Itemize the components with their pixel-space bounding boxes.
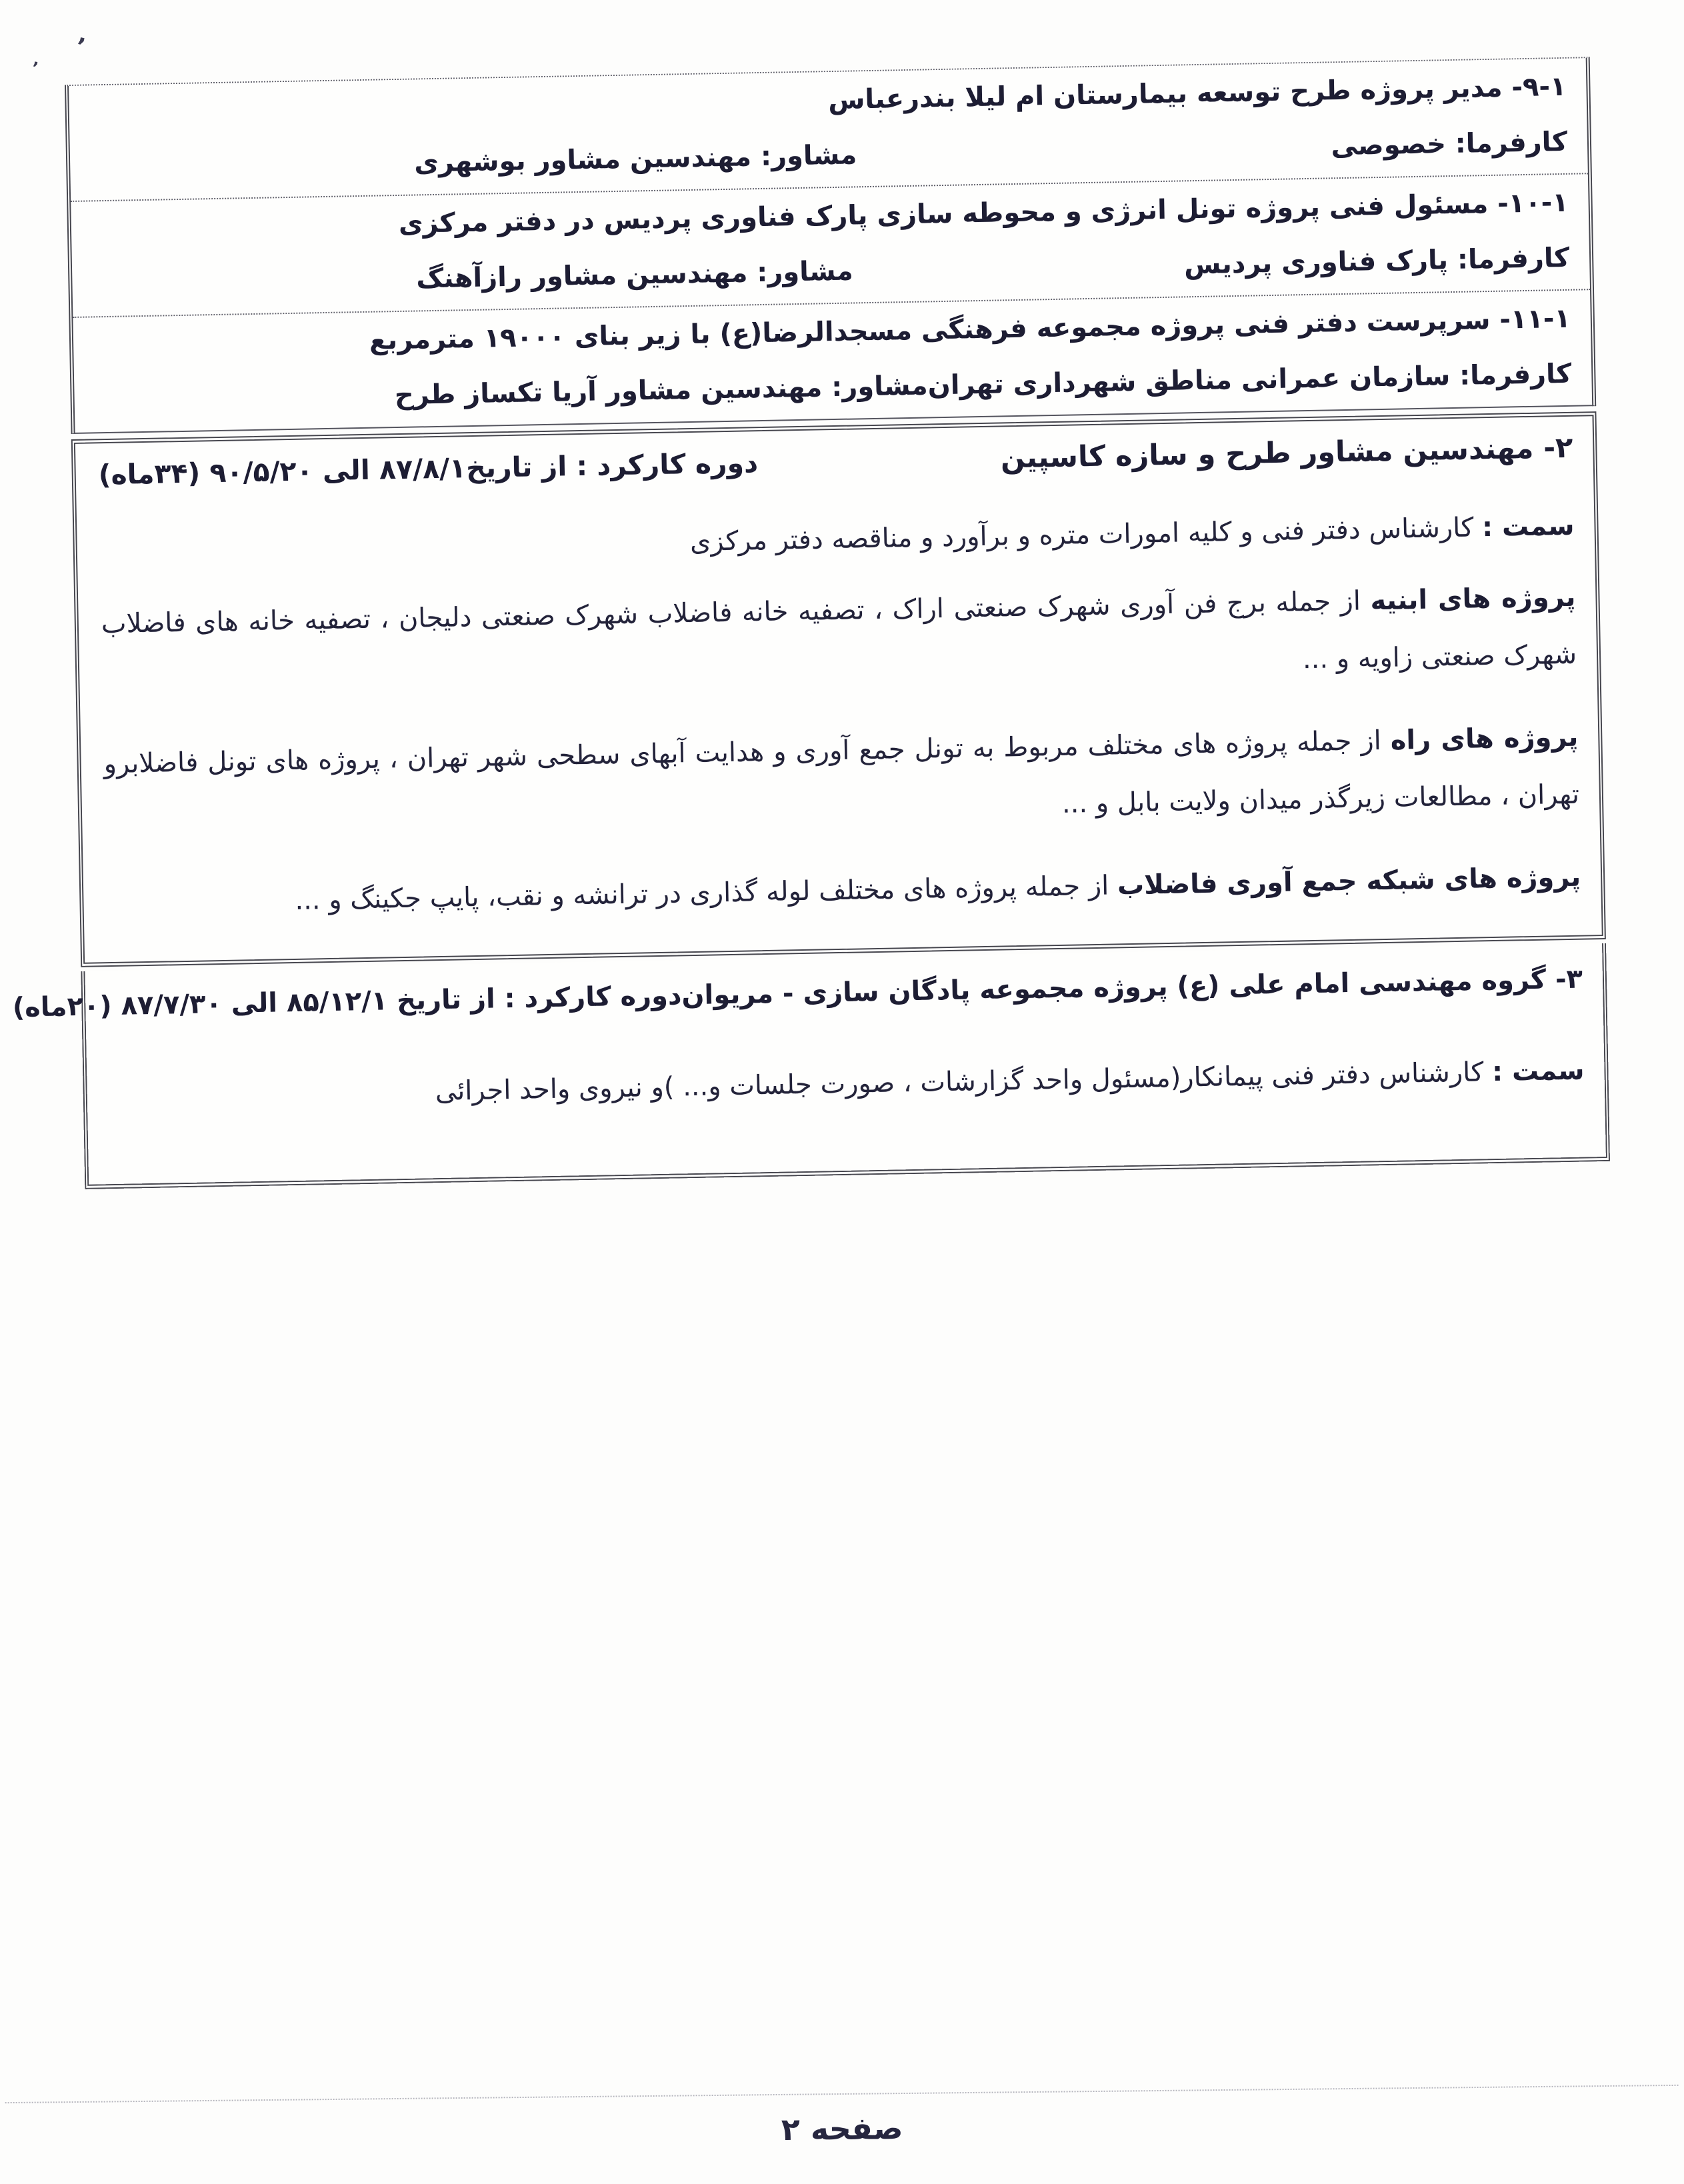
position-text: کارشناس دفتر فنی پیمانکار(مسئول واحد گزارشات ، صورت جلسات و... )و نیروی واحد اجرائی	[435, 1057, 1493, 1107]
consultant-label: مشاور: مهندسین مشاور رازآهنگ	[416, 255, 854, 295]
scan-artifact-mark: ٬	[73, 33, 88, 61]
entry-title: ۱۱-۱- سرپرست دفتر فنی پروژه مجموعه فرهنگی مسجدالرضا(ع) با زیر بنای ۱۹۰۰۰ مترمربع	[369, 303, 1571, 356]
paragraph-lead: پروژه های شبکه جمع آوری فاضلاب	[1117, 861, 1581, 901]
entry-meta	[96, 243, 1569, 300]
work-period: دوره کارکرد : از تاریخ۸۷/۸/۱ الی ۹۰/۵/۲۰ (۳۴ماه)	[98, 447, 759, 491]
paragraph-lead: پروژه های راه	[1390, 721, 1579, 756]
footer-divider	[5, 2085, 1679, 2103]
position-line	[109, 1053, 1585, 1115]
paragraph-text: از جمله پروژه های مختلف مربوط به تونل جمع آوری و هدایت آبهای سطحی شهر تهران ، پروژه های تونل فاضلابرو تهران ، مطالعات زیرگذر میدان ولایت بابل و ...	[103, 725, 1580, 819]
scan-artifact-mark: ٬	[30, 58, 40, 78]
projects-paragraph-sewage-network	[106, 849, 1581, 933]
projects-paragraph-roads	[103, 709, 1580, 851]
employer-label: کارفرما: سازمان عمرانی مناطق شهرداری تهران	[927, 358, 1572, 401]
position-line	[99, 509, 1575, 571]
employer-label: کارفرما: خصوصی	[1331, 126, 1568, 162]
section-caspian	[71, 411, 1606, 967]
entry-title: ۱۰-۱- مسئول فنی پروژه تونل انرژی و محوطه سازی پارک فناوری پردیس در دفتر مرکزی	[398, 187, 1569, 239]
paragraph-text: از جمله پروژه های مختلف لوله گذاری در ترانشه و نقب، پایپ جکینگ و ...	[294, 870, 1118, 916]
position-text: کارشناس دفتر فنی و کلیه امورات متره و برآورد و مناقصه دفتر مرکزی	[689, 512, 1483, 558]
section-imam-ali	[12, 943, 1610, 1189]
section-header	[12, 963, 1583, 1023]
entry-meta	[94, 127, 1567, 184]
entries-table	[65, 57, 1596, 434]
position-label: سمت :	[1481, 510, 1575, 543]
scan-content	[12, 57, 1610, 1189]
entry-meta	[98, 359, 1571, 416]
paragraph-lead: پروژه های ابنیه	[1370, 581, 1576, 617]
employer-label: کارفرما: پارک فناوری پردیس	[1183, 242, 1570, 281]
consultant-label: مشاور: مهندسین مشاور بوشهری	[413, 139, 857, 179]
section-header	[98, 431, 1573, 492]
projects-paragraph-buildings	[101, 569, 1577, 711]
section-title: ۲- مهندسین مشاور طرح و سازه کاسپین	[1000, 431, 1573, 475]
paragraph-text: از جمله برج فن آوری شهرک صنعتی اراک ، تصفیه خانه فاضلاب شهرک صنعتی دلیجان ، تصفیه خانه های فاضلاب شهرک صنعتی زاویه و ...	[101, 585, 1577, 675]
position-label: سمت :	[1491, 1055, 1585, 1088]
consultant-label: مشاور: مهندسین مشاور آریا تکساز طرح	[394, 370, 929, 411]
work-period: دوره کارکرد : از تاریخ ۸۵/۱۲/۱ الی ۸۷/۷/۳۰ (۲۰ماه)	[12, 980, 682, 1023]
entry-title: ۹-۱- مدیر پروژه طرح توسعه بیمارستان ام لیلا بندرعباس	[827, 71, 1567, 116]
page-number: صفحه ۲	[781, 2110, 903, 2147]
section-title: ۳- گروه مهندسی امام علی (ع) پروژه مجموعه پادگان سازی - مریوان	[681, 963, 1583, 1011]
page-footer	[0, 2085, 1684, 2155]
